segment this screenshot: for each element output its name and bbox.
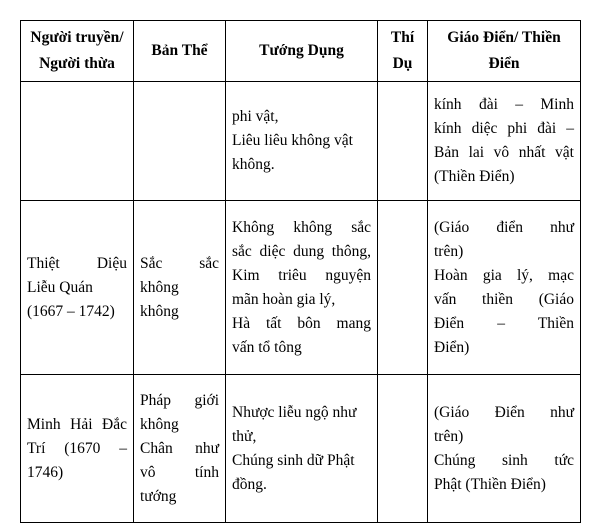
- text-line: Liễu Quán: [27, 278, 93, 296]
- text-line: (Thiền Điển): [434, 168, 515, 185]
- cell-nguoi: [21, 375, 134, 523]
- text-line: thử,: [232, 427, 257, 445]
- text-line: Nhược liễu ngộ như: [232, 403, 357, 421]
- text-line: Bản lai vô nhất vật: [434, 144, 574, 161]
- text-line: trên): [434, 242, 464, 260]
- text-line: Kim triêu nguyện: [232, 266, 371, 284]
- header-ban-the: Bản Thể: [134, 21, 226, 82]
- text-line: sắc diệc dung thông,: [232, 242, 371, 260]
- text-line: vấn tổ tông: [232, 338, 302, 356]
- text-line: không: [140, 302, 179, 320]
- text-line: Hoàn gia lý, mạc: [434, 266, 574, 284]
- header-thi-du: [378, 21, 428, 82]
- table-row: [21, 375, 581, 523]
- text-line: (Giáo Điển như: [434, 403, 574, 421]
- text-line: không.: [232, 156, 275, 173]
- cell-thi-du: [378, 82, 428, 201]
- header-nguoi-truyen: [21, 21, 134, 82]
- text-line: (1667 – 1742): [27, 302, 115, 320]
- header-nguoi-truyen-line: Người thừa: [39, 55, 115, 72]
- cell-thi-du: [378, 375, 428, 523]
- header-thi-du-line: Thí: [390, 29, 415, 46]
- text-line: 1746): [27, 463, 64, 481]
- text-line: tướng: [140, 487, 177, 505]
- cell-tuong-dung: [226, 201, 378, 375]
- text-line: kính diệc phi đài –: [434, 120, 574, 137]
- text-line: Phật (Thiền Điển): [434, 475, 546, 493]
- cell-tuong-dung: [226, 375, 378, 523]
- text-line: Điển): [434, 338, 470, 356]
- text-line: vô tính: [140, 463, 219, 481]
- text-line: không: [140, 278, 179, 296]
- doctrine-table: [20, 20, 581, 523]
- table-row: [21, 82, 581, 201]
- cell-tuong-dung: [226, 82, 378, 201]
- header-thi-du-line: Dụ: [392, 55, 413, 72]
- text-line: Liêu liêu không vật: [232, 132, 353, 149]
- text-line: Chúng sinh tức: [434, 451, 574, 469]
- text-line: kính đài – Minh: [434, 96, 574, 113]
- text-line: Hà tất bôn mang: [232, 314, 371, 332]
- text-line: Chân như: [140, 439, 219, 457]
- cell-ban-the: [134, 201, 226, 375]
- cell-thi-du: [378, 201, 428, 375]
- text-line: Chúng sinh dữ Phật: [232, 451, 355, 469]
- header-giao-dien-line: Điển: [488, 55, 520, 72]
- text-line: phi vật,: [232, 108, 279, 125]
- text-line: Thiệt Diệu: [27, 254, 127, 272]
- text-line: trên): [434, 427, 464, 445]
- header-tuong-dung: Tướng Dụng: [226, 21, 378, 82]
- text-line: đồng.: [232, 475, 267, 493]
- text-line: Minh Hải Đắc: [27, 415, 127, 433]
- cell-giao-dien: [428, 82, 581, 201]
- text-line: (Giáo điển như: [434, 218, 574, 236]
- cell-giao-dien: [428, 201, 581, 375]
- text-line: vấn thiền (Giáo: [434, 290, 574, 308]
- text-line: Sắc sắc: [140, 254, 219, 272]
- table-row: [21, 201, 581, 375]
- cell-giao-dien: [428, 375, 581, 523]
- text-line: Điển – Thiền: [434, 314, 574, 332]
- header-giao-dien-line: Giáo Điển/ Thiền: [447, 29, 561, 46]
- text-line: không: [140, 415, 179, 433]
- text-line: Trí (1670 –: [27, 439, 127, 457]
- cell-ban-the: [134, 82, 226, 201]
- cell-nguoi: [21, 82, 134, 201]
- header-row: [21, 21, 581, 82]
- text-line: Pháp giới: [140, 391, 219, 409]
- text-line: Không không sắc: [232, 218, 371, 236]
- text-line: mãn hoàn gia lý,: [232, 290, 336, 308]
- cell-ban-the: [134, 375, 226, 523]
- header-giao-dien: [428, 21, 581, 82]
- cell-nguoi: [21, 201, 134, 375]
- header-nguoi-truyen-line: Người truyền/: [30, 29, 124, 46]
